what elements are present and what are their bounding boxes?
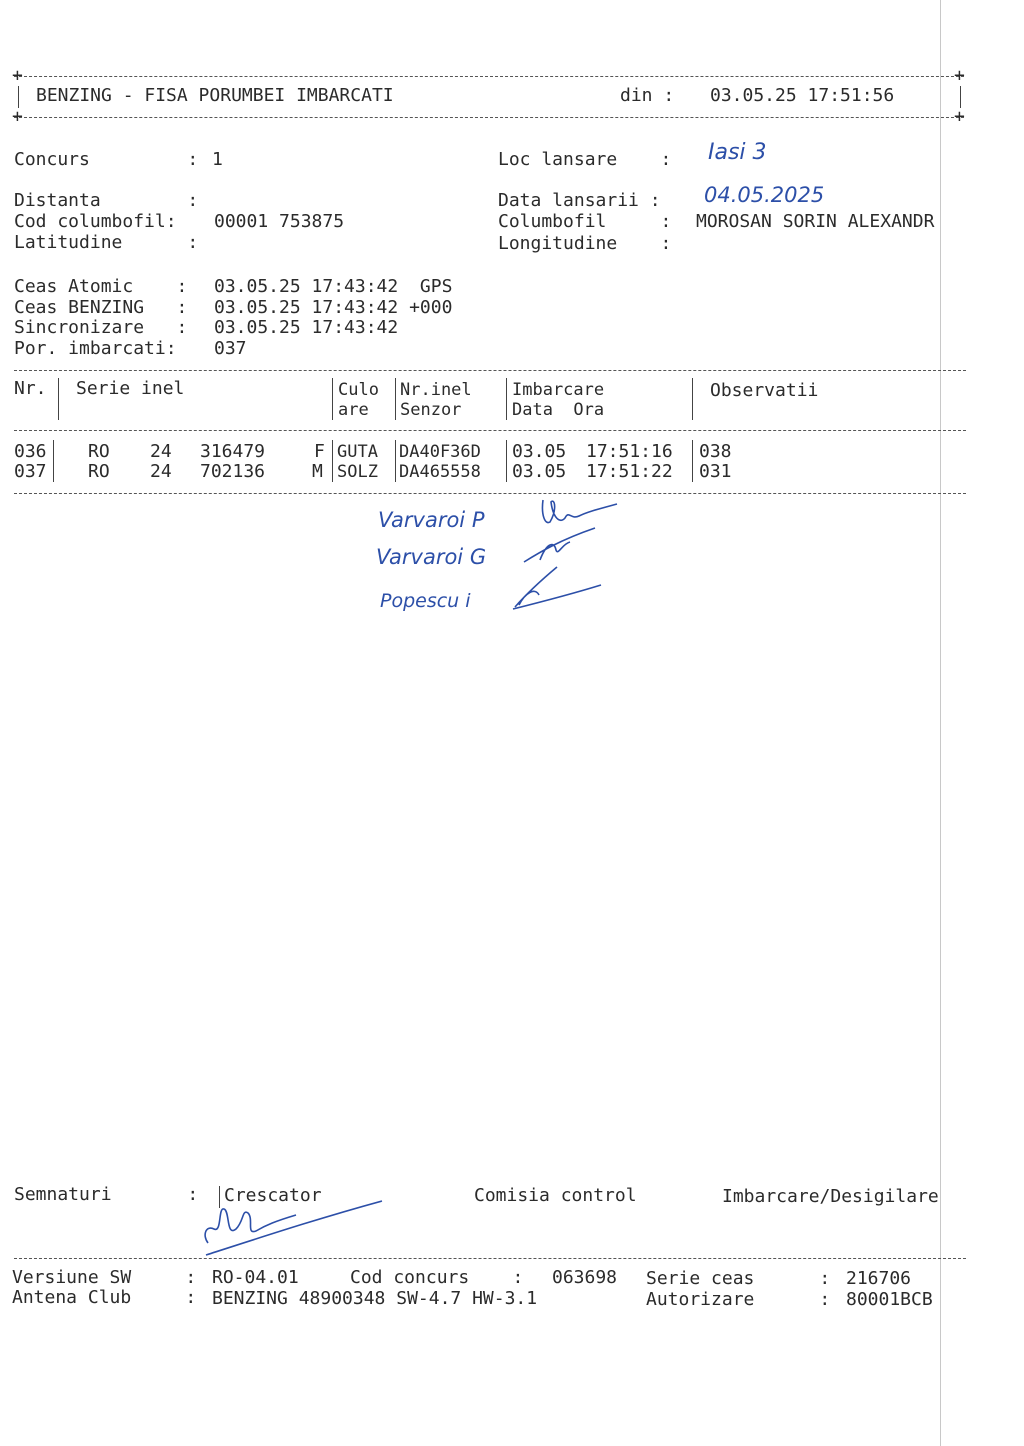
header-plus-tr: + (954, 65, 965, 86)
row-country: RO (88, 461, 110, 482)
header-plus-br: + (954, 106, 965, 127)
handwritten-name-3: Popescu i (380, 590, 471, 612)
row-nr: 036 (14, 441, 47, 462)
header-imbarcare-2: Data Ora (512, 400, 605, 420)
crescator-label: Crescator (224, 1185, 322, 1206)
por-imbarcati-value: 037 (214, 338, 247, 359)
row-date: 03.05 (512, 441, 567, 462)
signature-2 (520, 522, 605, 567)
col-sep-5 (692, 378, 693, 420)
header-imbarcare-1: Imbarcare (512, 380, 605, 400)
data-lansarii-label: Data lansarii : (498, 190, 661, 211)
table-header-separator (14, 430, 966, 431)
footer-separator (14, 1258, 966, 1259)
row-sensor: DA40F36D (399, 442, 481, 462)
row-sep-2 (332, 440, 333, 482)
row-obs: 031 (699, 461, 732, 482)
ceas-atomic-label: Ceas Atomic : (14, 276, 188, 297)
ceas-benzing-label: Ceas BENZING : (14, 297, 188, 318)
crescator-signature (196, 1195, 396, 1265)
longitudine-label: Longitudine : (498, 233, 672, 254)
header-culoare-2: are (338, 400, 369, 420)
header-bottom-border (14, 117, 964, 118)
cod-concurs-value: 063698 (552, 1267, 618, 1288)
antena-club-label: Antena Club : (12, 1287, 197, 1308)
din-label: din : (620, 85, 675, 106)
concurs-label: Concurs : (14, 149, 199, 170)
row-time: 17:51:16 (586, 441, 673, 462)
ceas-benzing-value: 03.05.25 17:43:42 +000 (214, 297, 453, 318)
header-observatii: Observatii (710, 380, 819, 401)
header-left-border (18, 86, 19, 108)
header-culoare-1: Culo (338, 380, 379, 400)
autorizare-label: Autorizare : (646, 1289, 831, 1310)
row-sep-3 (395, 440, 396, 482)
columbofil-value: MOROSAN SORIN ALEXANDR (696, 211, 935, 232)
col-sep-4 (506, 378, 507, 420)
header-plus-bl: + (12, 106, 23, 127)
serie-ceas-value: 216706 (846, 1268, 912, 1289)
header-serie-inel: Serie inel (76, 378, 185, 399)
versiune-sw-value: RO-04.01 (212, 1267, 299, 1288)
col-sep-1 (58, 378, 59, 420)
scan-edge-line (940, 0, 941, 1446)
row-color: GUTA (337, 442, 378, 462)
row-time: 17:51:22 (586, 461, 673, 482)
row-sensor: DA465558 (399, 462, 481, 482)
ceas-atomic-value: 03.05.25 17:43:42 GPS (214, 276, 453, 297)
serie-ceas-label: Serie ceas : (646, 1268, 831, 1289)
handwritten-name-2: Varvaroi G (376, 545, 487, 569)
row-obs: 038 (699, 441, 732, 462)
antena-club-value: BENZING 48900348 SW-4.7 HW-3.1 (212, 1288, 538, 1309)
din-value: 03.05.25 17:51:56 (710, 85, 895, 106)
autorizare-value: 80001BCB (846, 1289, 933, 1310)
row-sep-4 (506, 440, 507, 482)
signature-3 (505, 565, 605, 615)
row-sex: M (312, 461, 323, 482)
row-country: RO (88, 441, 110, 462)
header-nr-inel-1: Nr.inel (400, 380, 472, 400)
cod-columbofil-label: Cod columbofil: (14, 211, 177, 232)
col-sep-3 (395, 378, 396, 420)
row-sex: F (314, 441, 325, 462)
header-right-border (960, 86, 961, 108)
handwritten-name-1: Varvaroi P (378, 508, 485, 532)
imbarcare-desigilare-label: Imbarcare/Desigilare (722, 1186, 939, 1207)
header-nr: Nr. (14, 378, 47, 399)
sincronizare-label: Sincronizare : (14, 317, 188, 338)
por-imbarcati-label: Por. imbarcati: (14, 338, 177, 359)
row-color: SOLZ (337, 462, 378, 482)
row-year: 24 (150, 441, 172, 462)
row-ring: 316479 (200, 441, 266, 462)
sincronizare-value: 03.05.25 17:43:42 (214, 317, 399, 338)
row-sep-5 (692, 440, 693, 482)
header-plus-tl: + (12, 65, 23, 86)
row-sep-1 (53, 440, 54, 482)
row-date: 03.05 (512, 461, 567, 482)
row-year: 24 (150, 461, 172, 482)
loc-lansare-label: Loc lansare : (498, 149, 672, 170)
comisia-control-label: Comisia control (474, 1185, 637, 1206)
col-sep-2 (332, 378, 333, 420)
loc-lansare-handwritten: Iasi 3 (708, 140, 767, 165)
table-top-border (14, 370, 966, 371)
row-ring: 702136 (200, 461, 266, 482)
cod-concurs-label: Cod concurs : (350, 1267, 524, 1288)
columbofil-label: Columbofil : (498, 211, 672, 232)
header-nr-inel-2: Senzor (400, 400, 462, 420)
distanta-label: Distanta : (14, 190, 199, 211)
data-lansarii-handwritten: 04.05.2025 (704, 183, 825, 207)
latitudine-label: Latitudine : (14, 232, 199, 253)
table-bottom-border (14, 493, 966, 494)
header-top-border (14, 76, 964, 77)
document-title: BENZING - FISA PORUMBEI IMBARCATI (36, 85, 394, 106)
semnaturi-label: Semnaturi : (14, 1184, 199, 1205)
versiune-sw-label: Versiune SW : (12, 1267, 197, 1288)
concurs-value: 1 (212, 149, 223, 170)
row-nr: 037 (14, 461, 47, 482)
cod-columbofil-value: 00001 753875 (214, 211, 345, 232)
